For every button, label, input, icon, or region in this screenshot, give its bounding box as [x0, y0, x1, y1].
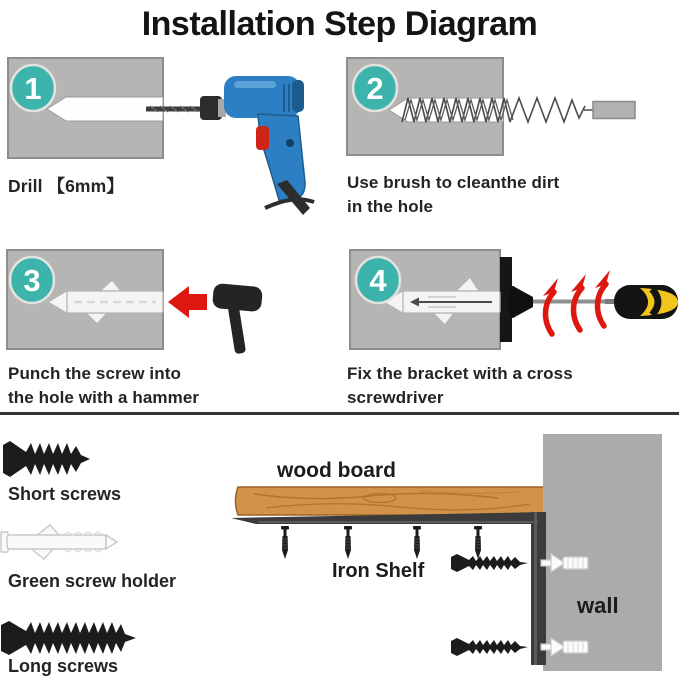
brush-handle — [593, 102, 635, 119]
caption-line: screwdriver — [347, 388, 444, 407]
screwdriver-shaft — [533, 300, 605, 304]
small-screw-icon — [279, 526, 291, 560]
step-3-caption — [8, 362, 199, 410]
caption-line: Punch the screw into — [8, 364, 181, 383]
wall-plug-icon — [540, 551, 590, 575]
step-2-badge — [353, 65, 397, 111]
caption-line: Drill 【6mm】 — [8, 176, 124, 196]
step-1-badge — [11, 65, 55, 111]
short-screw-icon — [2, 437, 98, 481]
page-title: Installation Step Diagram — [141, 5, 538, 43]
left-arrow-icon — [168, 286, 207, 318]
step-1-number: 1 — [24, 71, 42, 106]
step-4-number: 4 — [369, 263, 387, 298]
step-3-number: 3 — [23, 263, 41, 298]
step-2-number: 2 — [366, 71, 384, 106]
mounting-screw-icon — [450, 553, 536, 573]
step-4-caption — [347, 362, 573, 410]
drilled-hole-icon — [47, 97, 163, 121]
screw-head-icon — [508, 286, 533, 318]
mounting-screw-icon — [450, 637, 536, 657]
caption-line: Fix the bracket with a cross — [347, 364, 573, 383]
small-screw-icon — [342, 526, 354, 560]
step-1-caption — [8, 174, 124, 198]
step-4-badge — [356, 257, 400, 303]
long-screw-icon — [0, 617, 158, 659]
green-screw-holder-label: Green screw holder — [8, 571, 177, 591]
step-2-caption — [347, 171, 559, 219]
hammer-icon — [212, 283, 263, 354]
caption-line: in the hole — [347, 197, 434, 216]
long-screws-label: Long screws — [8, 656, 119, 676]
wall-label: wall — [577, 593, 619, 618]
small-screw-icon — [411, 526, 423, 560]
iron-shelf-label: Iron Shelf — [332, 560, 425, 582]
screwdriver-icon — [605, 285, 678, 319]
drill-icon — [146, 76, 314, 215]
caption-line: the hole with a hammer — [8, 388, 200, 407]
section-divider — [0, 412, 679, 415]
wood-board-label: wood board — [277, 459, 396, 482]
wall-plug-icon — [540, 635, 590, 659]
short-screws-label: Short screws — [8, 484, 122, 504]
step-3-badge — [10, 257, 54, 303]
caption-line: Use brush to cleanthe dirt — [347, 173, 560, 192]
screw-holder-icon — [0, 521, 122, 563]
